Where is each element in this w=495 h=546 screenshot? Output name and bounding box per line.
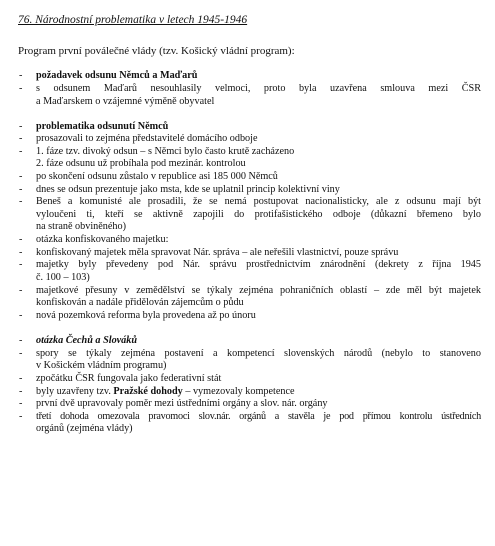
bullet-dash: -: [19, 70, 23, 81]
prazske-dohody-bold: Pražské dohody: [113, 386, 183, 397]
document-title: 76. Národnostní problematika v letech 1945-1946: [18, 14, 248, 26]
bullet-dash: -: [19, 83, 23, 94]
section-heading-text: problematika odsunutí Němců: [36, 121, 169, 132]
document-page: 76. Národnostní problematika v letech 1945-1946 Program první poválečné vlády (tzv. Košický vládní program): - požadavek odsunu Němců a Maďarů - s odsunem Maďarů nesouhlasily velmoci, proto byla uzavřena smlouva mezi ČSR a Maďarskem o vzájemné výměně obyvatel - problematika odsunutí Němců - prosazovali to zejména představitelé domácího odboje - 1. fáze tzv. divoký odsun – s Němci bylo často krutě zacházeno 2. fáze odsunu už probíhala pod mezinár. kontrolou - po skončení odsunu zůstalo v republice asi 185 000 Němců - dnes se odsun prezentuje jako msta, kde se uplatnil princip kolektivní viny - Beneš a komunisté ale prosadili, že se nemá postupovat nacionalisticky, ale z odsunu mají být vyloučeni ti, kteří se aktivně zapojili do protifašistického odboje (důkazní břemeno bylo na straně obviněného) - otázka konfiskovaného majetku: - konfiskovaný majetek měla spravovat Nár. správa – ale neřešili vlastnictví, pouze správu - majetky byly převedeny pod Nár. správu prostřednictvím znárodnění (dekrety z října 1945 č. 100 – 103) - majetkové přesuny v zemědělství se týkaly zejména pohraničních oblastí – zde měl být majetek konfiskován a nadále přidělován zájemcům o půdu - nová pozemková reforma byla provedena až po únoru - otázka Čechů a Slováků - spory se týkaly zejména postavení a kompetencí slovenských národů (nebylo to stanoveno v Košickém vládním programu) - zpočátku ČSR fungovala jako federativní stát - byly uzavřeny tzv. Pražské dohody – vymezovaly kompetence - první dvě upravovaly poměr mezi ústředními orgány a slov. nár. orgány - třetí dohoda omezovala pravomoci slov.nár. orgánů a stavěla je pod přímou kontrolu ústředních orgánů (zejména vlády): [18, 14, 481, 434]
section-heading-text: požadavek odsunu Němců a Maďarů: [36, 70, 198, 81]
bullet-dash: -: [19, 335, 23, 346]
bullet-dash: -: [19, 121, 23, 132]
intro-line: Program první poválečné vlády (tzv. Košický vládní program):: [18, 45, 295, 57]
section-heading-text: otázka Čechů a Slováků: [36, 335, 138, 346]
